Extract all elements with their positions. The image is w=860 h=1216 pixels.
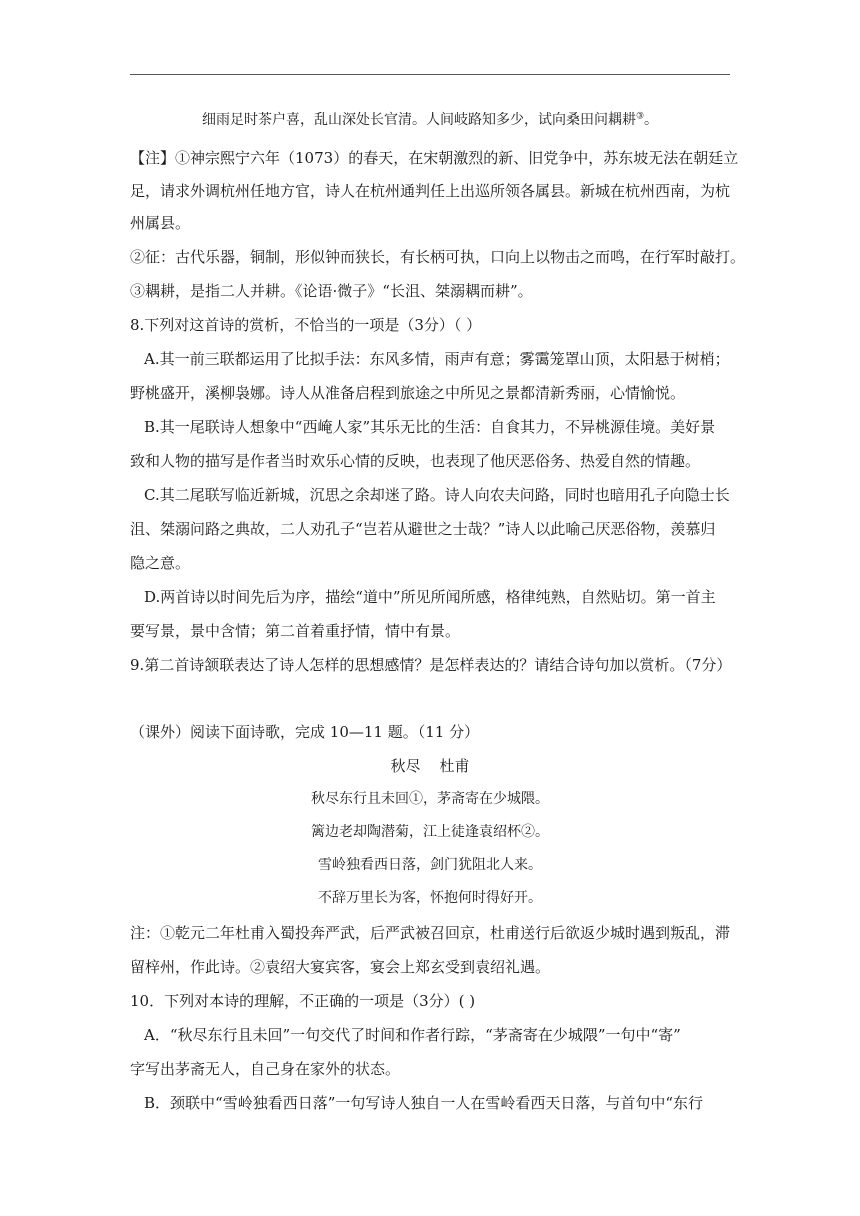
note-line-2: 足，请求外调杭州任地方官，诗人在杭州通判任上出巡所领各属县。新城在杭州西南，为杭 [130, 182, 731, 200]
q8-option-d-2: 要写景，景中含情；第二首着重抒情，情中有景。 [130, 622, 461, 640]
question-9: 9.第二首诗颔联表达了诗人怎样的思想感情？是怎样表达的？请结合诗句加以赏析。（7分） [130, 656, 732, 674]
poem-line-3: 雪岭独看西日落，剑门犹阻北人来。 [318, 857, 542, 873]
poem-title: 秋尽 杜甫 [390, 757, 470, 775]
poem-line-top: 细雨足时茶户喜，乱山深处长官清。人间岐路知多少，试向桑田问耦耕③。 [201, 111, 659, 128]
poem-line-2: 篱边老却陶潜菊，江上徒逢袁绍杯②。 [311, 824, 549, 840]
section-heading: （课外）阅读下面诗歌，完成 10—11 题。（11 分） [130, 723, 480, 741]
question-8: 8.下列对这首诗的赏析，不恰当的一项是（3分）（ ） [130, 316, 482, 334]
note-title: 【注】 [130, 149, 176, 167]
q8-option-a-2: 野桃盛开，溪柳袅娜。诗人从准备启程到旅途之中所见之景都清新秀丽，心情愉悦。 [130, 384, 686, 402]
q10-option-b-1: B．颈联中“雪岭独看西日落”一句写诗人独自一人在雪岭看西天日落，与首句中“东行 [144, 1094, 704, 1112]
poem-note-2: 留梓州，作此诗。②袁绍大宴宾客，宴会上郑玄受到袁绍礼遇。 [130, 958, 551, 976]
q8-option-a-1: A.其一前三联都运用了比拟手法：东风多情，雨声有意；雾霭笼罩山顶，太阳悬于树梢； [144, 350, 730, 368]
q8-option-c-1: C.其二尾联写临近新城，沉思之余却迷了路。诗人向农夫问路，同时也暗用孔子向隐士长 [144, 486, 730, 504]
q8-option-d-1: D.两首诗以时间先后为序，描绘“道中”所见所闻所感，格律纯熟，自然贴切。第一首主 [144, 588, 716, 606]
q8-option-c-3: 隐之意。 [130, 554, 191, 572]
poem-note-1: 注：①乾元二年杜甫入蜀投奔严武，后严武被召回京，杜甫送行后欲返少城时遇到叛乱，滞 [130, 924, 731, 942]
q8-option-c-2: 沮、桀溺问路之典故，二人劝孔子“岂若从避世之士哉？”诗人以此喻己厌恶俗物，羡慕归 [130, 520, 716, 538]
q8-option-b-1: B.其一尾联诗人想象中“西崦人家”其乐无比的生活：自食其力，不异桃源佳境。美好景 [144, 418, 716, 436]
header-rule [130, 74, 730, 75]
question-10: 10．下列对本诗的理解，不正确的一项是（3分）( ) [130, 992, 476, 1010]
note-line-5: ③耦耕，是指二人并耕。《论语·微子》“长沮、桀溺耦而耕”。 [130, 282, 533, 300]
note-line-4: ②征：古代乐器，铜制，形似钟而狭长，有长柄可执，口向上以物击之而鸣，在行军时敲打。 [130, 248, 746, 266]
poem-line-1: 秋尽东行且未回①，茅斋寄在少城隈。 [311, 791, 549, 807]
note-line-3: 州属县。 [130, 214, 191, 232]
q10-option-a-2: 字写出茅斋无人，自己身在家外的状态。 [130, 1060, 401, 1078]
poem-line-4: 不辞万里长为客，怀抱何时得好开。 [318, 890, 542, 906]
q8-option-b-2: 致和人物的描写是作者当时欢乐心情的反映，也表现了他厌恶俗务、热爱自然的情趣。 [130, 452, 701, 470]
q10-option-a-1: A．“秋尽东行且未回”一句交代了时间和作者行踪，“茅斋寄在少城隈”一句中“寄” [144, 1026, 681, 1044]
note-line-1: 【注】①神宗熙宁六年（1073）的春天，在宋朝激烈的新、旧党争中，苏东坡无法在朝廷立 [130, 149, 739, 167]
